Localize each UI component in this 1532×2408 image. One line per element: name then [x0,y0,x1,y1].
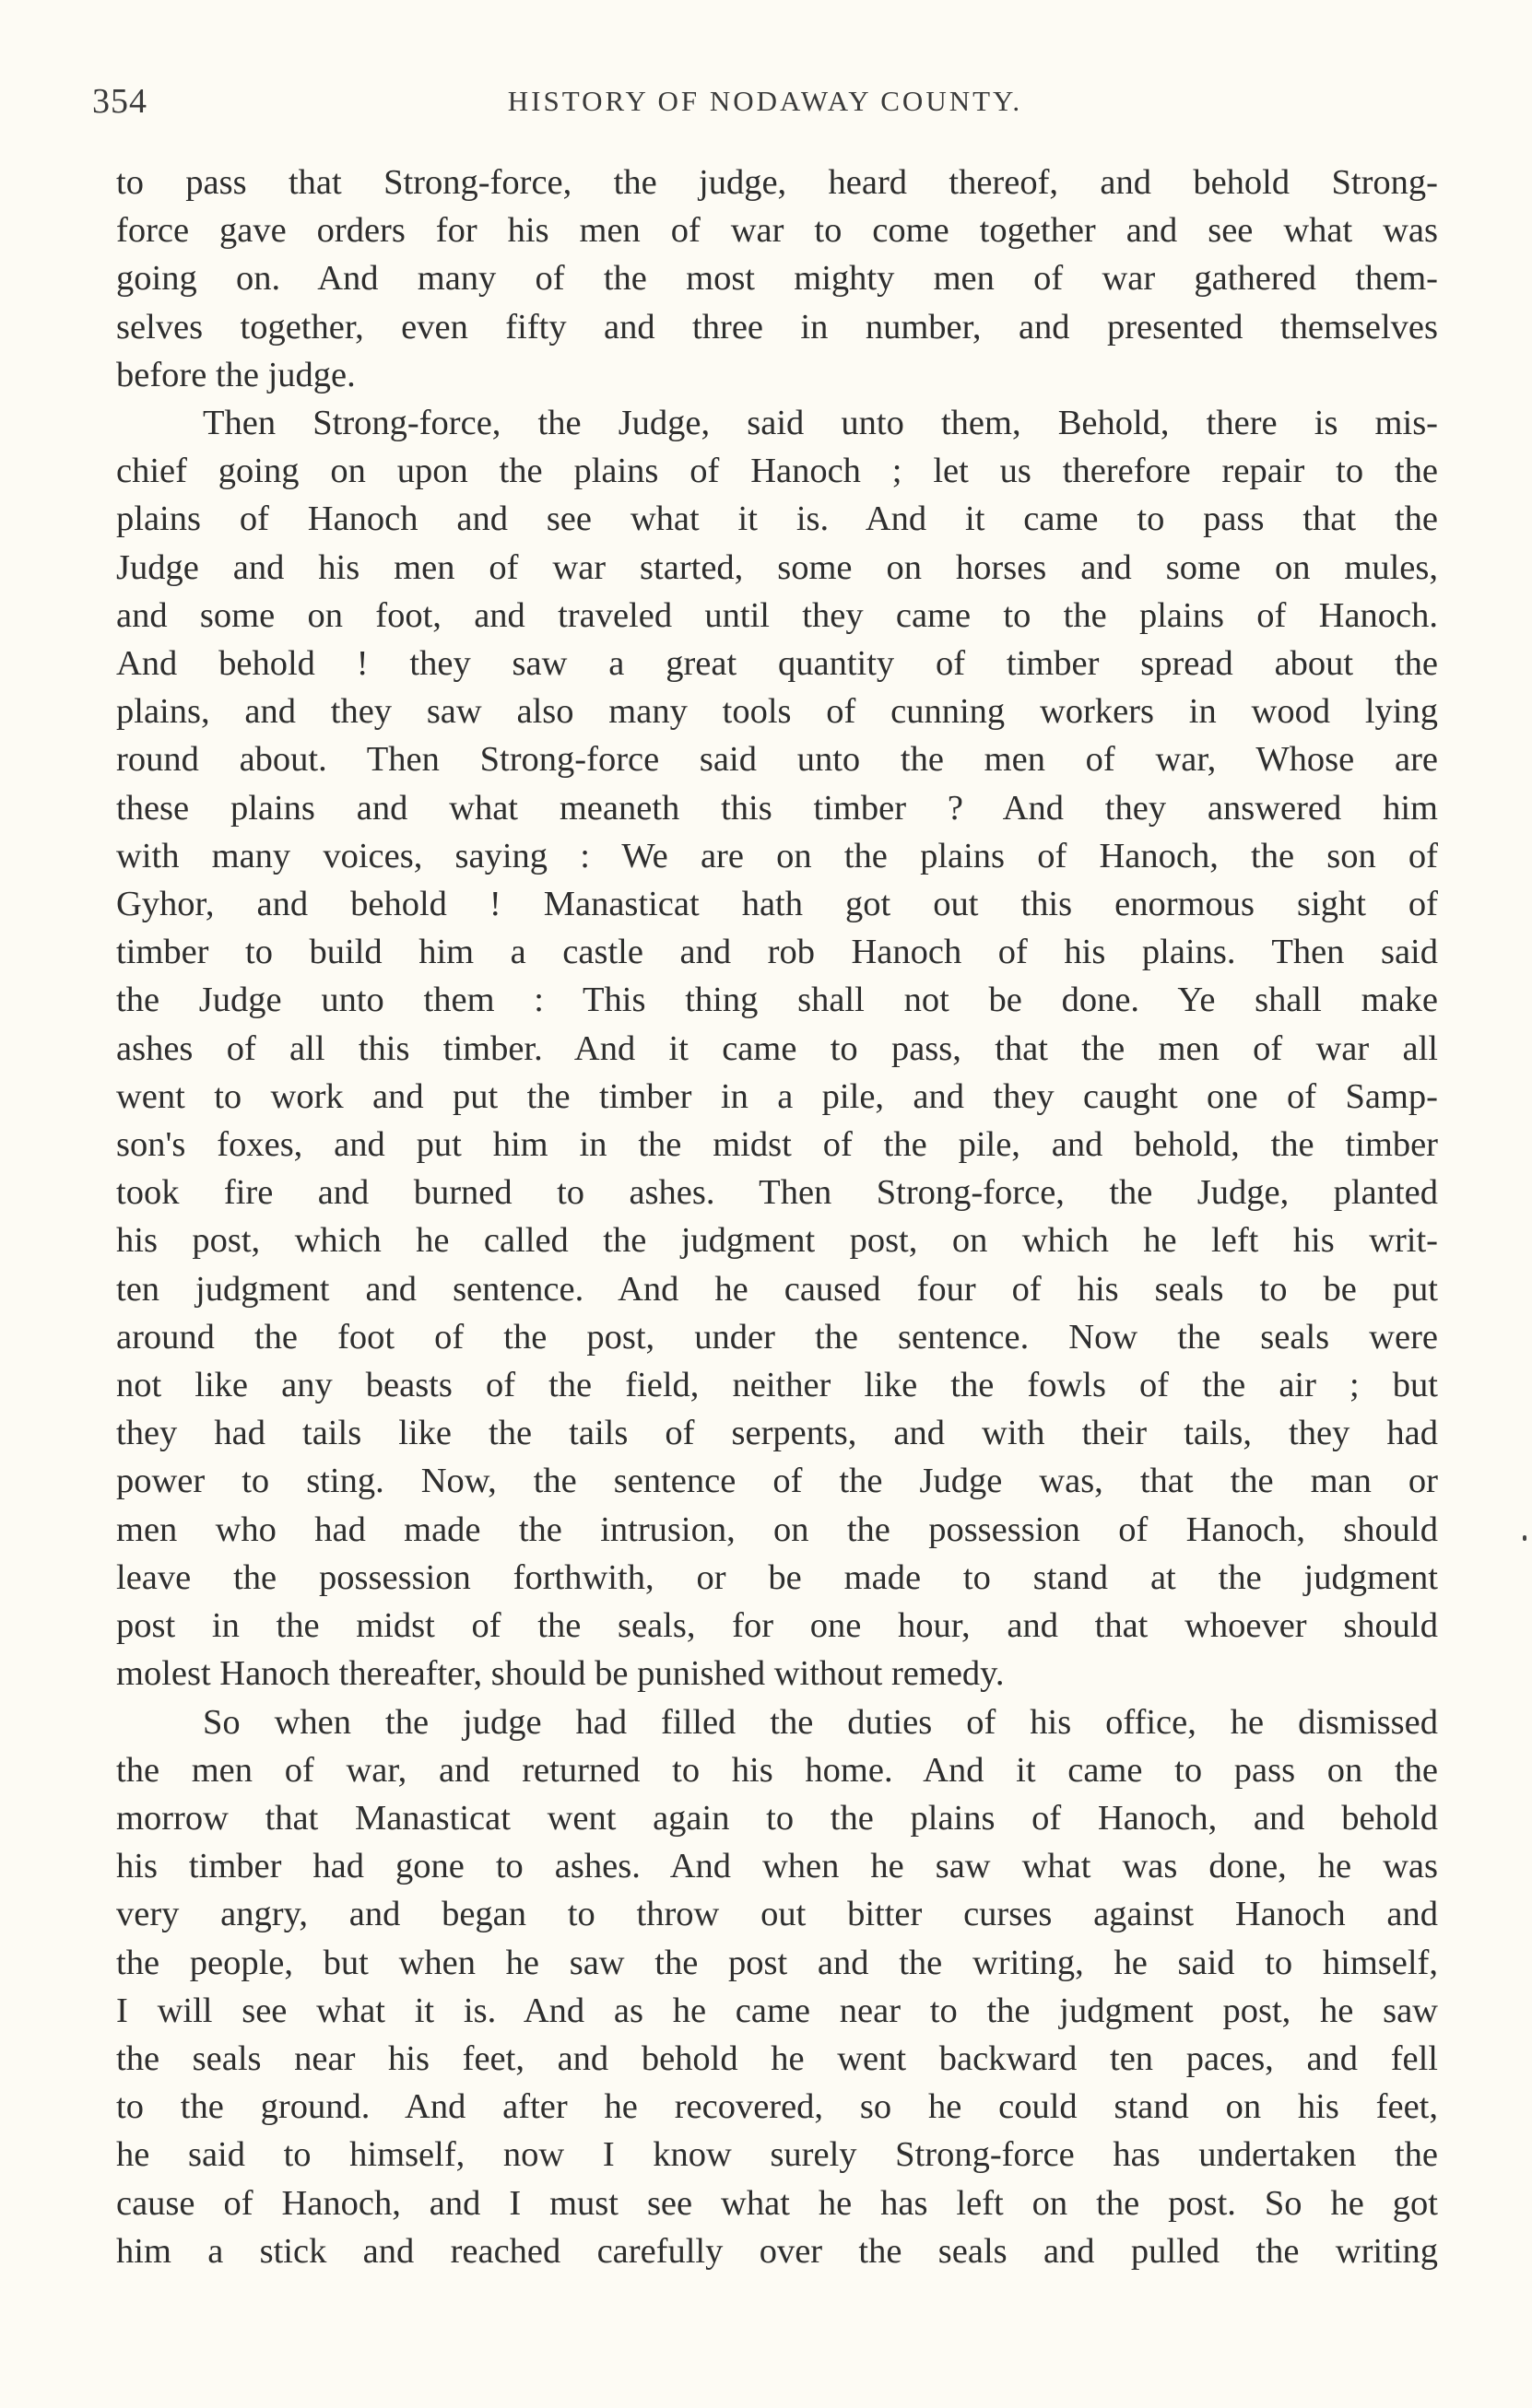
text-line: Then Strong-force, the Judge, said unto them, Behold, there is mis- [203,404,1438,443]
text-line: So when the judge had filled the duties of his office, he dismissed [203,1702,1438,1742]
text-line: and some on foot, and traveled until they came to the plains of Hanoch. [116,595,1438,635]
text-line: timber to build him a castle and rob Hanoch of his plains. Then said [116,933,1438,972]
text-line: him a stick and reached carefully over the seals and pulled the writing [116,2231,1438,2271]
page-number: 354 [92,82,147,121]
text-line: with many voices, saying : We are on the plains of Hanoch, the son of [116,836,1438,875]
text-line: around the foot of the post, under the sentence. Now the seals were [116,1317,1438,1357]
text-line: his timber had gone to ashes. And when he saw what was done, he was [116,1847,1438,1886]
text-line: his post, which he called the judgment post, on which he left his writ- [116,1221,1438,1261]
text-line: Gyhor, and behold ! Manasticat hath got out this enormous sight of [116,885,1438,924]
text-line: chief going on upon the plains of Hanoch ; let us therefore repair to the [116,452,1438,491]
text-line: the Judge unto them : This thing shall not be done. Ye shall make [116,981,1438,1020]
paragraph [116,1698,1438,2275]
text-line: before the judge. [116,355,356,394]
text-line: I will see what it is. And as he came near to the judgment post, he saw [116,1991,1438,2030]
text-line: he said to himself, now I know surely Strong-force has undertaken the [116,2135,1438,2175]
text-line: son's foxes, and put him in the midst of the pile, and behold, the timber [116,1125,1438,1165]
text-line: post in the midst of the seals, for one hour, and that whoever should [116,1606,1438,1646]
text-line: these plains and what meaneth this timber ? And they answered him [116,788,1438,828]
text-line: the seals near his feet, and behold he went backward ten paces, and fell [116,2038,1438,2078]
page-header [92,81,1438,136]
text-line: went to work and put the timber in a pile, and they caught one of Samp- [116,1076,1438,1116]
text-line: going on. And many of the most mighty men of war gathered them- [116,259,1438,299]
text-line: men who had made the intrusion, on the possession of Hanoch, should [116,1509,1438,1549]
text-line: to pass that Strong-force, the judge, heard thereof, and behold Strong- [116,163,1438,202]
text-line: molest Hanoch thereafter, should be punished without remedy. [116,1654,1005,1694]
text-line: ten judgment and sentence. And he caused four of his seals to be put [116,1269,1438,1309]
margin-speck [1523,1535,1526,1541]
text-line: plains of Hanoch and see what it is. And it came to pass that the [116,499,1438,539]
text-line: Judge and his men of war started, some on horses and some on mules, [116,547,1438,587]
paragraph [116,399,1438,1697]
text-line: force gave orders for his men of war to come together and see what was [116,211,1438,251]
text-line: to the ground. And after he recovered, so he could stand on his feet, [116,2087,1438,2127]
text-line: morrow that Manasticat went again to the plains of Hanoch, and behold [116,1798,1438,1838]
text-line: the men of war, and returned to his home. And it came to pass on the [116,1750,1438,1790]
text-line: plains, and they saw also many tools of cunning workers in wood lying [116,692,1438,732]
text-line: leave the possession forthwith, or be made to stand at the judgment [116,1557,1438,1597]
text-line: round about. Then Strong-force said unto the men of war, Whose are [116,740,1438,780]
body-text [116,159,1438,2275]
text-line: not like any beasts of the field, neither like the fowls of the air ; but [116,1366,1438,1405]
text-line: took fire and burned to ashes. Then Strong-force, the Judge, planted [116,1173,1438,1213]
text-line: power to sting. Now, the sentence of the Judge was, that the man or [116,1462,1438,1501]
text-line: they had tails like the tails of serpents, and with their tails, they had [116,1414,1438,1453]
text-line: cause of Hanoch, and I must see what he has left on the post. So he got [116,2183,1438,2223]
text-line: very angry, and began to throw out bitter curses against Hanoch and [116,1895,1438,1934]
text-line: the people, but when he saw the post and the writing, he said to himself, [116,1943,1438,1982]
paragraph [116,159,1438,399]
text-line: selves together, even fifty and three in number, and presented themselves [116,307,1438,347]
text-line: And behold ! they saw a great quantity of timber spread about the [116,644,1438,684]
text-line: ashes of all this timber. And it came to pass, that the men of war all [116,1028,1438,1068]
running-head: HISTORY OF NODAWAY COUNTY. [507,85,1023,117]
